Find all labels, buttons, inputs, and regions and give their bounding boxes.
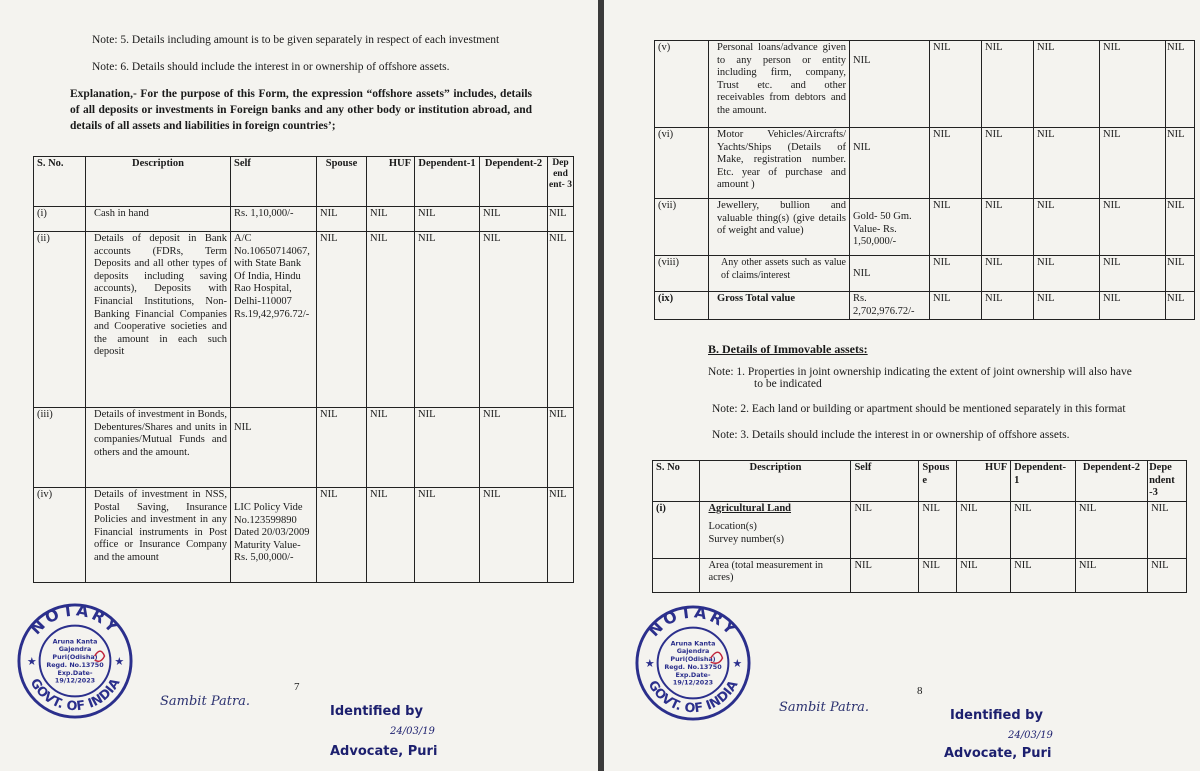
identified-date: 24/03/19: [390, 726, 435, 737]
cell-dependent-2: NIL: [480, 488, 548, 583]
cell-spouse: NIL: [317, 232, 367, 408]
cell-description: Area (total measurement in acres): [700, 558, 851, 592]
signature: Sambit Patra.: [779, 700, 870, 715]
identified-date: 24/03/19: [1008, 730, 1053, 741]
movable-assets-table-continued: [654, 40, 1195, 320]
cell-dependent-1: NIL: [1011, 558, 1076, 592]
cell-dependent-1: NIL: [415, 408, 480, 488]
cell-spouse: NIL: [919, 558, 957, 592]
cell-dependent-3: NIL: [548, 207, 574, 232]
cell-self: NIL: [231, 408, 317, 488]
table-row: [653, 558, 1187, 592]
cell-huf: NIL: [367, 207, 415, 232]
cell-huf: NIL: [957, 501, 1011, 558]
cell-huf: NIL: [982, 128, 1034, 199]
cell-dependent-1: NIL: [1034, 41, 1100, 128]
cell-dependent-2: NIL: [480, 207, 548, 232]
header-description: Description: [700, 461, 851, 502]
cell-sno: (v): [655, 41, 709, 128]
header-huf: HUF: [367, 157, 415, 207]
stamp-line: Gajendra: [676, 647, 710, 656]
page-7: [0, 0, 598, 771]
header-description: Description: [86, 157, 231, 207]
identified-by-label: Identified by: [950, 708, 1043, 723]
cell-dependent-3: NIL: [1166, 41, 1195, 128]
cell-dependent-2: NIL: [1100, 41, 1166, 128]
explanation-text: Explanation,- For the purpose of this Form, the expression “offshore assets” includes, details of all deposits or investments in Foreign banks and any other body or institution abroad, and details of all assets and liabilities in foreign countries’;: [70, 88, 532, 132]
cell-dependent-1: NIL: [415, 488, 480, 583]
cell-dependent-2: NIL: [480, 232, 548, 408]
stamp-line: Regd. No.13750: [46, 660, 104, 669]
stamp-line: Gajendra: [58, 645, 92, 654]
note-2: Note: 2. Each land or building or apartment should be mentioned separately in this format: [712, 403, 1126, 415]
header-dependent-1: Dependent- 1: [1011, 461, 1076, 502]
movable-assets-table: [33, 156, 574, 583]
cell-self: A/C No.10650714067, with State Bank Of India, Hindu Rao Hospital, Delhi-110007 Rs.19,42,976.72/-: [231, 232, 317, 408]
cell-dependent-2: NIL: [1075, 558, 1147, 592]
page-number: 8: [917, 685, 923, 697]
cell-dependent-3: NIL: [1166, 128, 1195, 199]
cell-spouse: NIL: [317, 207, 367, 232]
header-self: Self: [231, 157, 317, 207]
cell-sno: (viii): [655, 256, 709, 292]
cell-spouse: NIL: [930, 41, 982, 128]
cell-dependent-2: NIL: [480, 408, 548, 488]
header-sno: S. No.: [34, 157, 86, 207]
cell-dependent-1: NIL: [1034, 199, 1100, 256]
notary-stamp: [634, 604, 752, 722]
cell-spouse: NIL: [930, 292, 982, 320]
cell-huf: NIL: [367, 488, 415, 583]
cell-huf: NIL: [367, 408, 415, 488]
cell-self: NIL: [850, 256, 930, 292]
cell-sno: (vii): [655, 199, 709, 256]
immovable-assets-table: [652, 460, 1187, 593]
advocate-label: Advocate, Puri: [944, 746, 1052, 761]
cell-sno: (iv): [34, 488, 86, 583]
notary-stamp: [16, 602, 134, 720]
cell-description: Personal loans/advance given to any person or entity including firm, company, Trust etc. and other receivables from debtors and the amount.: [709, 41, 850, 128]
cell-self: LIC Policy Vide No.123599890 Dated 20/03/2009 Maturity Value- Rs. 5,00,000/-: [231, 488, 317, 583]
cell-dependent-3: NIL: [1166, 292, 1195, 320]
cell-self: Rs. 2,702,976.72/-: [850, 292, 930, 320]
table-row: [655, 256, 1195, 292]
location-label: Location(s): [708, 521, 757, 533]
cell-description: [700, 501, 851, 558]
header-sno: S. No: [653, 461, 700, 502]
header-self: Self: [851, 461, 919, 502]
cell-sno: (vi): [655, 128, 709, 199]
cell-self: Gold- 50 Gm. Value- Rs. 1,50,000/-: [850, 199, 930, 256]
table-row: [34, 207, 574, 232]
header-dependent-3: Depe ndent -3: [1148, 461, 1187, 502]
note-6: Note: 6. Details should include the interest in or ownership of offshore assets.: [92, 61, 450, 73]
cell-self: NIL: [851, 501, 919, 558]
cell-dependent-1: NIL: [1034, 256, 1100, 292]
cell-sno: [653, 558, 700, 592]
cell-self: NIL: [851, 558, 919, 592]
cell-dependent-1: NIL: [1034, 292, 1100, 320]
cell-dependent-2: NIL: [1075, 501, 1147, 558]
stamp-line: 19/12/2023: [672, 678, 714, 687]
cell-description: Details of investment in NSS, Postal Saving, Insurance Policies and investment in any Financial instruments in Post office or Insurance Company and the amount: [86, 488, 231, 583]
stamp-line: Puri(Odisha): [670, 655, 716, 664]
stamp-top-text: NOTARY: [26, 602, 124, 639]
cell-dependent-2: NIL: [1100, 199, 1166, 256]
table-row: [34, 488, 574, 583]
stamp-line: Puri(Odisha): [52, 653, 98, 662]
table-row: [653, 501, 1187, 558]
advocate-label: Advocate, Puri: [330, 744, 438, 759]
cell-sno: (i): [34, 207, 86, 232]
note-1-continued: to be indicated: [754, 378, 822, 390]
cell-description: Gross Total value: [709, 292, 850, 320]
svg-text:NOTARY: [26, 602, 124, 638]
cell-huf: NIL: [982, 292, 1034, 320]
note-1: Note: 1. Properties in joint ownership indicating the extent of joint ownership will also have: [708, 366, 1132, 378]
cell-description: Cash in hand: [86, 207, 231, 232]
header-dependent-2: Dependent-2: [480, 157, 548, 207]
signature: Sambit Patra.: [160, 694, 251, 709]
star-icon: ★: [26, 655, 37, 668]
section-title: B. Details of Immovable assets:: [708, 342, 868, 356]
table-header: [34, 157, 574, 207]
cell-self: NIL: [850, 128, 930, 199]
agricultural-land-title: Agricultural Land: [708, 502, 792, 514]
cell-dependent-3: NIL: [548, 232, 574, 408]
cell-description: Details of deposit in Bank accounts (FDRs, Term Deposits and all other types of deposits including saving accounts), Deposits with Financial Institutions, Non-Banking Financial Companies and Cooperative societies and the amount in each such deposit: [86, 232, 231, 408]
cell-dependent-3: NIL: [1166, 199, 1195, 256]
cell-spouse: NIL: [317, 408, 367, 488]
table-row: [655, 128, 1195, 199]
cell-dependent-3: NIL: [1148, 558, 1187, 592]
cell-spouse: NIL: [930, 256, 982, 292]
cell-dependent-3: NIL: [1166, 256, 1195, 292]
cell-dependent-3: NIL: [548, 488, 574, 583]
table-row: [655, 199, 1195, 256]
note-3: Note: 3. Details should include the interest in or ownership of offshore assets.: [712, 429, 1070, 441]
stamp-line: Regd. No.13750: [664, 662, 722, 671]
page-number: 7: [294, 681, 300, 693]
cell-huf: NIL: [982, 256, 1034, 292]
stamp-line: Exp.Date-: [675, 670, 711, 679]
cell-self: NIL: [850, 41, 930, 128]
stamp-top-text: NOTARY: [644, 604, 742, 641]
note-5: Note: 5. Details including amount is to be given separately in respect of each investment: [92, 34, 500, 46]
stamp-line: Aruna Kanta: [670, 639, 716, 648]
header-dependent-1: Dependent-1: [415, 157, 480, 207]
header-spouse: Spouse: [317, 157, 367, 207]
cell-dependent-2: NIL: [1100, 292, 1166, 320]
table-row-total: [655, 292, 1195, 320]
cell-dependent-2: NIL: [1100, 256, 1166, 292]
cell-sno: (i): [653, 501, 700, 558]
cell-sno: (ix): [655, 292, 709, 320]
header-huf: HUF: [957, 461, 1011, 502]
cell-description: Any other assets such as value of claims/interest: [709, 256, 850, 292]
table-row: [655, 41, 1195, 128]
cell-dependent-3: NIL: [548, 408, 574, 488]
cell-huf: NIL: [982, 41, 1034, 128]
stamp-line: 19/12/2023: [54, 676, 96, 685]
star-icon: ★: [732, 657, 743, 670]
cell-sno: (iii): [34, 408, 86, 488]
cell-self: Rs. 1,10,000/-: [231, 207, 317, 232]
svg-text:NOTARY: [644, 604, 742, 640]
cell-dependent-1: NIL: [1011, 501, 1076, 558]
cell-description: Details of investment in Bonds, Debentures/Shares and units in companies/Mutual Funds and others and the amount.: [86, 408, 231, 488]
cell-sno: (ii): [34, 232, 86, 408]
cell-huf: NIL: [957, 558, 1011, 592]
cell-description: Motor Vehicles/Aircrafts/ Yachts/Ships (Details of Make, registration number. Etc. year of purchase and amount ): [709, 128, 850, 199]
header-dependent-3: Dep end ent- 3: [548, 157, 574, 207]
star-icon: ★: [644, 657, 655, 670]
cell-huf: NIL: [367, 232, 415, 408]
header-dependent-2: Dependent-2: [1075, 461, 1147, 502]
stamp-bottom-text: GOVT. OF INDIA: [26, 676, 124, 715]
cell-dependent-3: NIL: [1148, 501, 1187, 558]
cell-dependent-1: NIL: [415, 232, 480, 408]
identified-by-label: Identified by: [330, 704, 423, 719]
header-spouse: Spous e: [919, 461, 957, 502]
table-row: [34, 408, 574, 488]
table-row: [34, 232, 574, 408]
cell-huf: NIL: [982, 199, 1034, 256]
cell-spouse: NIL: [930, 128, 982, 199]
cell-dependent-2: NIL: [1100, 128, 1166, 199]
stamp-line: Exp.Date-: [57, 668, 93, 677]
cell-description: Jewellery, bullion and valuable thing(s) (give details of weight and value): [709, 199, 850, 256]
cell-spouse: NIL: [919, 501, 957, 558]
cell-spouse: NIL: [930, 199, 982, 256]
cell-spouse: NIL: [317, 488, 367, 583]
table-header: [653, 461, 1187, 502]
star-icon: ★: [114, 655, 125, 668]
cell-dependent-1: NIL: [415, 207, 480, 232]
stamp-bottom-text: GOVT. OF INDIA: [644, 678, 742, 717]
survey-number-label: Survey number(s): [708, 533, 784, 545]
cell-dependent-1: NIL: [1034, 128, 1100, 199]
page-8: [604, 0, 1200, 771]
stamp-line: Aruna Kanta: [52, 637, 98, 646]
